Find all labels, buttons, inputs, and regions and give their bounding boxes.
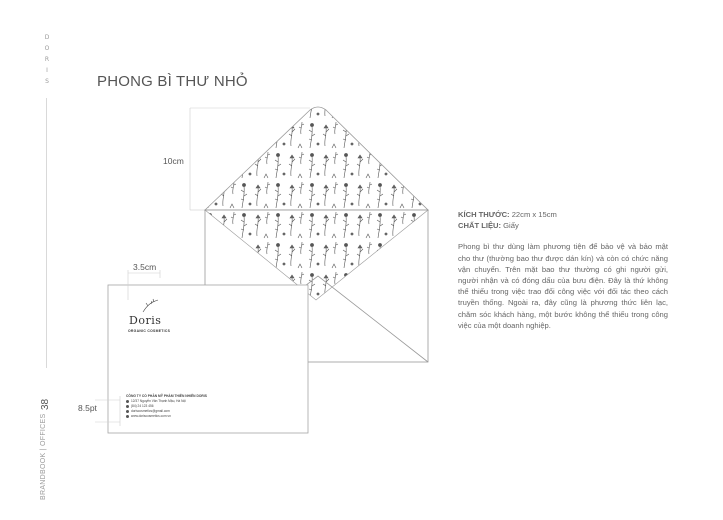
brand-letter: S — [45, 78, 49, 85]
brand-letter: D — [44, 34, 50, 41]
address-line-text: (84) 24 123 456 — [131, 404, 154, 408]
font-size-label: 8.5pt — [78, 403, 97, 413]
email-icon — [126, 410, 129, 413]
location-icon — [126, 400, 129, 403]
flap-height-label: 10cm — [163, 156, 184, 166]
web-icon — [126, 415, 129, 418]
spec-info — [458, 209, 668, 331]
footer-section-label: BRANDBOOK | OFFICES — [40, 413, 47, 500]
envelope-flap — [205, 107, 428, 210]
page-number: 38 — [40, 398, 51, 410]
brand-letter: O — [44, 45, 50, 52]
address-line-text: www.doriscosmetics.com.vn — [131, 414, 171, 418]
material-value: Giấy — [501, 221, 519, 231]
company-name: CÔNG TY CỔ PHẦN MỸ PHẨM THIÊN NHIÊN DORIS — [126, 394, 207, 398]
logo-text: Doris — [129, 314, 162, 327]
material-label: CHẤT LIỆU: — [458, 221, 502, 231]
logo-tagline: ORGANIC COSMETICS — [128, 329, 171, 333]
address-line-text: doriscosmetics@gmail.com — [131, 409, 170, 413]
size-value: 22cm x 15cm — [509, 210, 557, 219]
material-row — [458, 220, 668, 231]
size-row — [458, 209, 668, 220]
margin-label: 3.5cm — [133, 262, 157, 272]
page-title: PHONG BÌ THƯ NHỎ — [97, 73, 248, 91]
size-label: KÍCH THƯỚC: — [458, 210, 510, 219]
description: Phong bì thư dùng làm phương tiện để bảo vệ và bảo mật cho thư (thường bao thư được dán kín) và còn có chức năng vận chuyển. Trên mặt bao thư thường có ghi người gửi, người nhận và có đóng dấu của bưu điện. Đây là thứ không thể thiếu trong việc trao đổi công việc với đối tác theo cách truyền thống. Ngoài ra, đây cũng là phương thức liên lạc, chăm sóc khách hàng, một bước không thể thiếu trong công việc của một doanh nghiệp. — [458, 242, 668, 330]
brand-letter: I — [46, 67, 48, 74]
sender-address-block — [126, 394, 207, 419]
brand-letter: R — [44, 56, 50, 63]
address-line-text: 12/37 Nguyễn Văn Thạnh Mậu, Hà Nội — [131, 399, 186, 403]
phone-icon — [126, 405, 129, 408]
address-line — [126, 414, 207, 419]
